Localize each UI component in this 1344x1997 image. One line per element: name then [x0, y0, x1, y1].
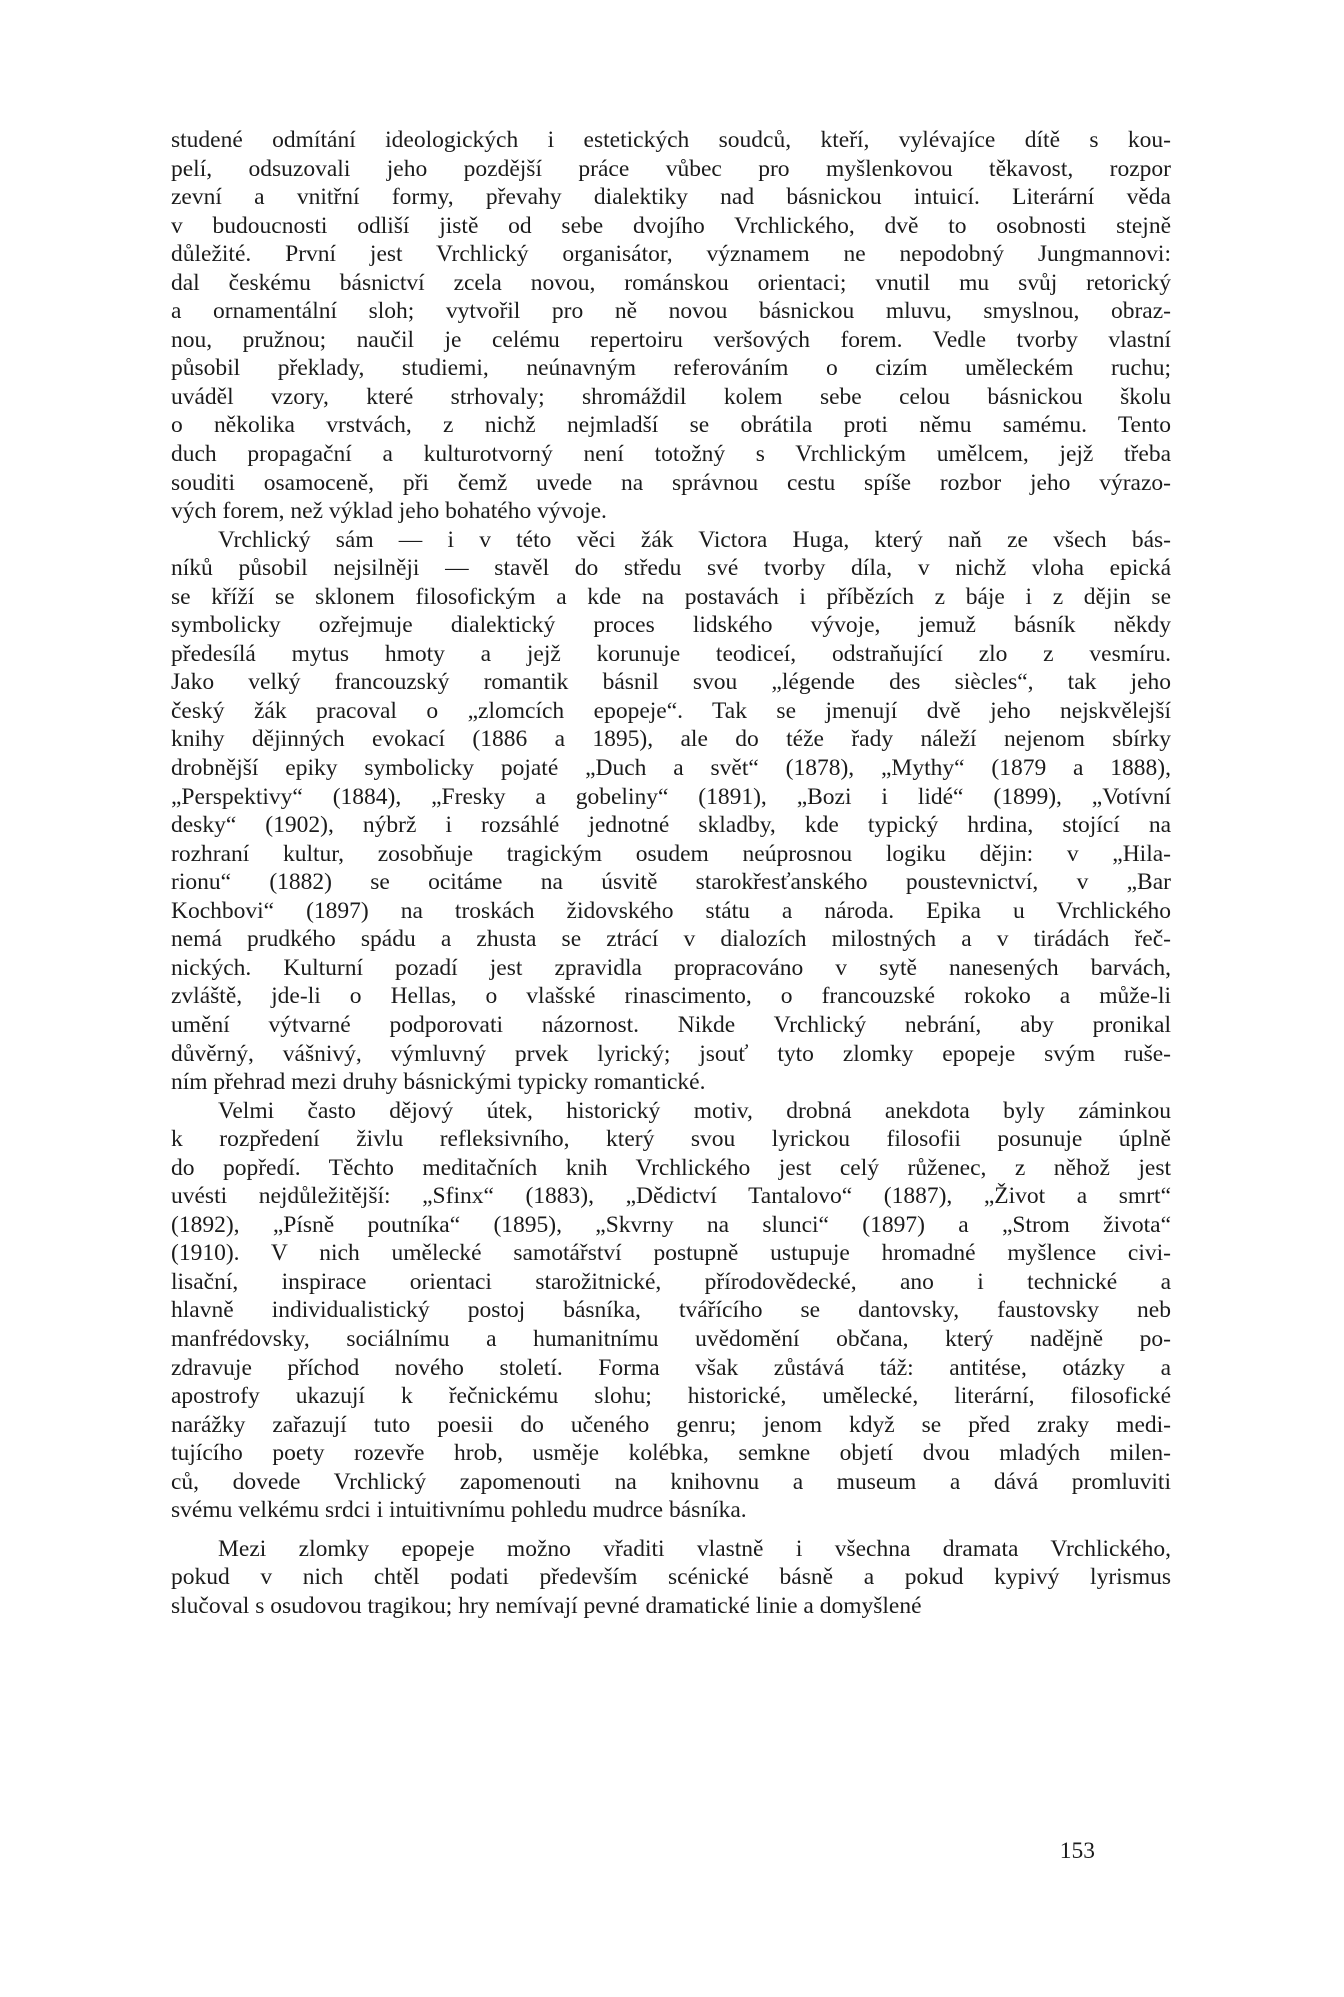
- text-line: apostrofy ukazují k řečnickému slohu; historické, umělecké, literární, filosofické: [171, 1383, 1171, 1410]
- text-line: ním přehrad mezi druhy básnickými typicky romantické.: [171, 1069, 706, 1096]
- text-line: hlavně individualistický postoj básníka, tvářícího se dantovsky, faustovsky neb: [171, 1297, 1171, 1324]
- text-line: slučoval s osudovou tragikou; hry nemívají pevné dramatické linie a domyšlené: [171, 1592, 922, 1619]
- text-line: do popředí. Těchto meditačních knih Vrchlického jest celý růženec, z něhož jest: [171, 1154, 1171, 1181]
- text-line: duch propagační a kulturotvorný není totožný s Vrchlickým umělcem, jejž třeba: [171, 441, 1171, 468]
- text-line: Jako velký francouzský romantik básnil svou „légende des siècles“, tak jeho: [171, 669, 1171, 696]
- text-line: nemá prudkého spádu a zhusta se ztrácí v dialozích milostných a v tirádách řeč-: [171, 926, 1171, 953]
- text-line: svému velkému srdci i intuitivnímu pohledu mudrce básníka.: [171, 1497, 747, 1524]
- text-line: (1910). V nich umělecké samotářství postupně ustupuje hromadné myšlence civi-: [171, 1240, 1171, 1267]
- paragraph-first-line: Mezi zlomky epopeje možno vřaditi vlastně i všechna dramata Vrchlického,: [218, 1535, 1171, 1562]
- text-line: uváděl vzory, které strhovaly; shromáždil kolem sebe celou básnickou školu: [171, 383, 1171, 410]
- text-line: český žák pracoval o „zlomcích epopeje“. Tak se jmenují dvě jeho nejskvělejší: [171, 697, 1171, 724]
- text-line: uvésti nejdůležitější: „Sfinx“ (1883), „Dědictví Tantalovo“ (1887), „Život a smrt“: [171, 1183, 1171, 1210]
- text-line: umění výtvarné podporovati názornost. Nikde Vrchlický nebrání, aby pronikal: [171, 1011, 1171, 1038]
- text-line: „Perspektivy“ (1884), „Fresky a gobeliny“ (1891), „Bozi i lidé“ (1899), „Votívní: [171, 783, 1171, 810]
- text-line: předesílá mytus hmoty a jejž korunuje teodiceí, odstraňující zlo z vesmíru.: [171, 640, 1171, 667]
- text-line: rionu“ (1882) se ocitáme na úsvitě starokřesťanského poustevnictví, v „Bar: [171, 869, 1171, 896]
- text-line: nických. Kulturní pozadí jest zpravidla propracováno v sytě nanesených barvách,: [171, 954, 1171, 981]
- text-line: pokud v nich chtěl podati především scénické básně a pokud kypivý lyrismus: [171, 1564, 1171, 1591]
- text-line: působil překlady, studiemi, neúnavným referováním o cizím uměleckém ruchu;: [171, 355, 1171, 382]
- text-line: nou, pružnou; naučil je celému repertoiru veršových forem. Vedle tvorby vlastní: [171, 326, 1171, 353]
- text-line: rozhraní kultur, zosobňuje tragickým osudem neúprosnou logiku dějin: v „Hila-: [171, 840, 1171, 867]
- text-line: narážky zařazují tuto poesii do učeného genru; jenom když se před zraky medi-: [171, 1411, 1171, 1438]
- text-line: se kříží se sklonem filosofickým a kde na postavách i příbězích z báje i z dějin se: [171, 583, 1171, 610]
- text-line: tujícího poety rozevře hrob, usměje kolébka, semkne objetí dvou mladých milen-: [171, 1440, 1171, 1467]
- paragraph-first-line: Vrchlický sám — i v této věci žák Victora Huga, který naň ze všech bás-: [218, 526, 1171, 553]
- text-line: ců, dovede Vrchlický zapomenouti na knihovnu a museum a dává promluviti: [171, 1468, 1171, 1495]
- text-line: pelí, odsuzovali jeho pozdější práce vůbec pro myšlenkovou těkavost, rozpor: [171, 155, 1171, 182]
- text-line: níků působil nejsilněji — stavěl do středu své tvorby díla, v nichž vloha epická: [171, 555, 1171, 582]
- text-line: zevní a vnitřní formy, převahy dialektiky nad básnickou intuicí. Literární věda: [171, 184, 1171, 211]
- text-line: desky“ (1902), nýbrž i rozsáhlé jednotné skladby, kde typický hrdina, stojící na: [171, 812, 1171, 839]
- text-line: zdravuje příchod nového století. Forma však zůstává táž: antitése, otázky a: [171, 1354, 1171, 1381]
- text-line: Kochbovi“ (1897) na troskách židovského státu a národa. Epika u Vrchlického: [171, 897, 1171, 924]
- text-line: vých forem, než výklad jeho bohatého vývoje.: [171, 498, 607, 525]
- text-line: a ornamentální sloh; vytvořil pro ně novou básnickou mluvu, smyslnou, obraz-: [171, 298, 1171, 325]
- text-line: drobnější epiky symbolicky pojaté „Duch a svět“ (1878), „Mythy“ (1879 a 1888),: [171, 755, 1171, 782]
- page-number: 153: [1059, 1838, 1095, 1864]
- text-line: dal českému básnictví zcela novou, románskou orientaci; vnutil mu svůj retorický: [171, 269, 1171, 296]
- text-line: zvláště, jde-li o Hellas, o vlašské rinascimento, o francouzské rokoko a může-li: [171, 983, 1171, 1010]
- paragraph-first-line: Velmi často dějový útek, historický motiv, drobná anekdota byly záminkou: [218, 1097, 1171, 1124]
- text-line: studené odmítání ideologických i estetických soudců, kteří, vylévajíce dítě s kou-: [171, 127, 1171, 153]
- text-line: (1892), „Písně poutníka“ (1895), „Skvrny na slunci“ (1897) a „Strom života“: [171, 1211, 1171, 1238]
- text-line: souditi osamoceně, při čemž uvede na správnou cestu spíše rozbor jeho výrazo-: [171, 469, 1171, 496]
- body-text: [171, 126, 1171, 1620]
- text-line: symbolicky ozřejmuje dialektický proces lidského vývoje, jemuž básník někdy: [171, 612, 1171, 639]
- text-line: k rozpředení živlu refleksivního, který svou lyrickou filosofii posunuje úplně: [171, 1126, 1171, 1153]
- text-line: důvěrný, vášnivý, výmluvný prvek lyrický; jsouť tyto zlomky epopeje svým ruše-: [171, 1040, 1171, 1067]
- text-line: v budoucnosti odliší jistě od sebe dvojího Vrchlického, dvě to osobnosti stejně: [171, 212, 1171, 239]
- text-line: knihy dějinných evokací (1886 a 1895), ale do téže řady náleží nejenom sbírky: [171, 726, 1171, 753]
- text-line: lisační, inspirace orientaci starožitnické, přírodovědecké, ano i technické a: [171, 1268, 1171, 1295]
- text-line: o několika vrstvách, z nichž nejmladší se obrátila proti němu samému. Tento: [171, 412, 1171, 439]
- text-line: manfrédovsky, sociálnímu a humanitnímu uvědomění občana, který nadějně po-: [171, 1325, 1171, 1352]
- text-line: důležité. První jest Vrchlický organisátor, významem ne nepodobný Jungmannovi:: [171, 241, 1171, 268]
